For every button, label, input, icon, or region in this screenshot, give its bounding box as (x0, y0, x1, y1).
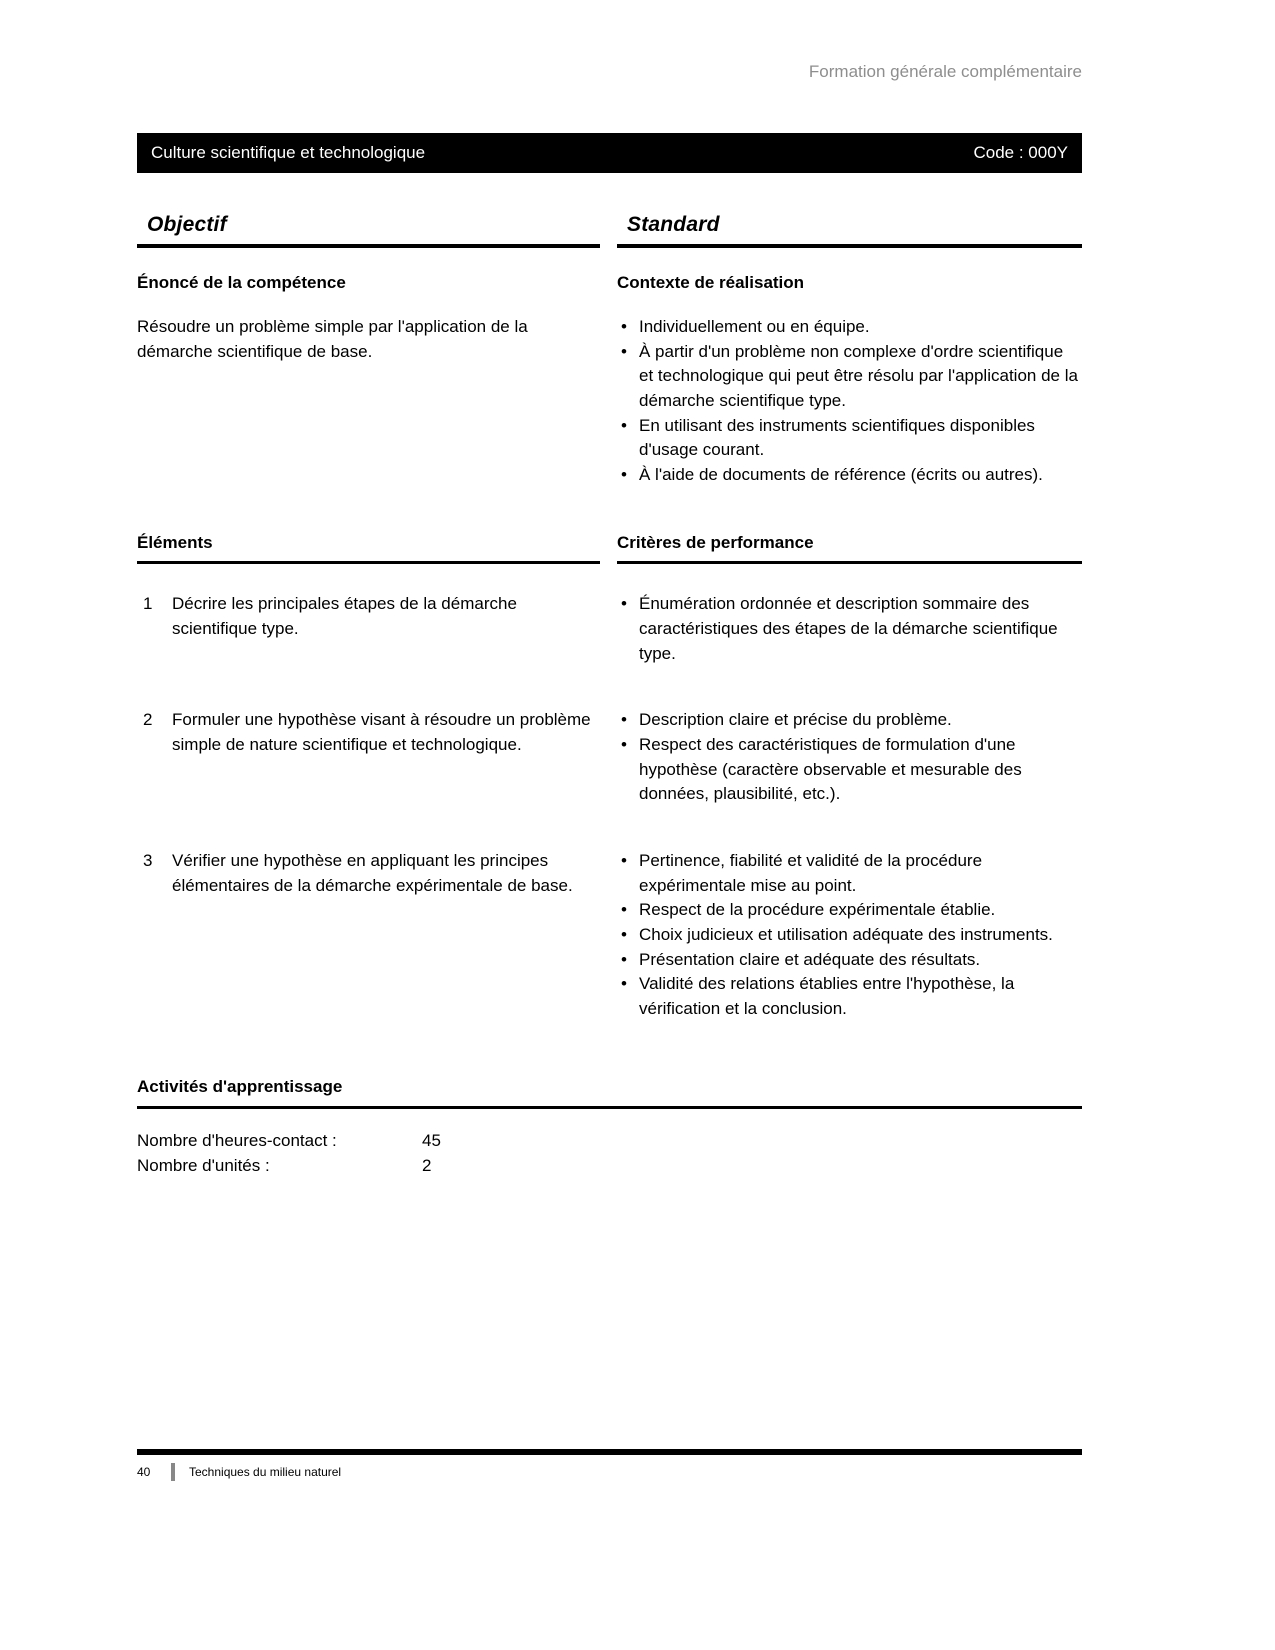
contexte-bullet: • En utilisant des instruments scientifiques disponibles d'usage courant. (617, 414, 1082, 463)
activity-value: 2 (422, 1156, 432, 1176)
objectif-heading: Objectif (137, 213, 600, 248)
title-bar-course-name: Culture scientifique et technologique (151, 143, 426, 162)
activity-value: 45 (422, 1131, 441, 1151)
footer-rule (137, 1449, 1082, 1455)
elements-criteria-headings (137, 533, 1082, 564)
criteria-bullet-list (617, 849, 1082, 1021)
activity-line-hours (137, 1129, 1082, 1154)
elements-heading: Éléments (137, 533, 600, 564)
criteres-heading: Critères de performance (617, 533, 1082, 564)
element-number: 1 (143, 594, 153, 614)
element-text: Décrire les principales étapes de la démarche scientifique type. (172, 594, 517, 639)
element-criteria-row-1 (137, 592, 1082, 666)
element-item (137, 849, 600, 1021)
page-number: 40 (137, 1465, 151, 1479)
criteria-bullet: • Validité des relations établies entre l'hypothèse, la vérification et la conclusion. (617, 972, 1082, 1021)
footer-program-name: Techniques du milieu naturel (189, 1465, 342, 1479)
activities-heading: Activités d'apprentissage (137, 1077, 1082, 1109)
activity-line-units (137, 1154, 1082, 1179)
activity-label: Nombre d'unités : (137, 1156, 270, 1176)
elements-criteria-section (137, 533, 1082, 1021)
page-footer (137, 1449, 1082, 1481)
activity-lines (137, 1129, 1082, 1178)
sub-headings-row (137, 273, 1082, 293)
criteria-bullet: • Respect de la procédure expérimentale établie. (617, 898, 1082, 923)
element-number: 3 (143, 850, 153, 870)
contexte-bullet: • À l'aide de documents de référence (écrits ou autres). (617, 463, 1082, 488)
criteria-bullet: • Choix judicieux et utilisation adéquate des instruments. (617, 923, 1082, 948)
enonce-contexte-row (137, 315, 1082, 487)
main-headings-row (137, 213, 1082, 248)
enonce-heading: Énoncé de la compétence (137, 273, 346, 292)
running-header: Formation générale complémentaire (808, 62, 1082, 81)
activity-label: Nombre d'heures-contact : (137, 1131, 337, 1151)
contexte-heading: Contexte de réalisation (617, 273, 805, 292)
footer-meta (137, 1463, 1082, 1481)
element-item (137, 708, 600, 807)
contexte-bullet: • Individuellement ou en équipe. (617, 315, 1082, 340)
element-number: 2 (143, 710, 153, 730)
title-bar (137, 133, 1082, 173)
criteria-bullet-list (617, 592, 1082, 666)
element-text: Vérifier une hypothèse en appliquant les principes élémentaires de la démarche expérimentale de base. (172, 850, 573, 895)
footer-divider-bar (171, 1463, 175, 1481)
standard-heading: Standard (617, 213, 1082, 248)
criteria-bullet: • Présentation claire et adéquate des résultats. (617, 948, 1082, 973)
criteria-bullet: • Respect des caractéristiques de formulation d'une hypothèse (caractère observable et mesurable des données, plausibilité, etc.). (617, 733, 1082, 807)
activities-section (137, 1077, 1082, 1178)
criteria-bullet: • Pertinence, fiabilité et validité de la procédure expérimentale mise au point. (617, 849, 1082, 898)
element-criteria-row-2 (137, 708, 1082, 807)
element-item (137, 592, 600, 666)
contexte-bullet-list (617, 315, 1082, 487)
criteria-bullet: • Énumération ordonnée et description sommaire des caractéristiques des étapes de la démarche scientifique type. (617, 592, 1082, 666)
enonce-text: Résoudre un problème simple par l'application de la démarche scientifique de base. (137, 317, 528, 361)
criteria-bullet: • Description claire et précise du problème. (617, 708, 1082, 733)
contexte-bullet: • À partir d'un problème non complexe d'ordre scientifique et technologique qui peut être résolu par l'application de la démarche scientifique type. (617, 340, 1082, 414)
element-text: Formuler une hypothèse visant à résoudre un problème simple de nature scientifique et technologique. (172, 710, 591, 755)
title-bar-code: Code : 000Y (973, 143, 1068, 162)
criteria-bullet-list (617, 708, 1082, 807)
element-criteria-row-3 (137, 849, 1082, 1021)
